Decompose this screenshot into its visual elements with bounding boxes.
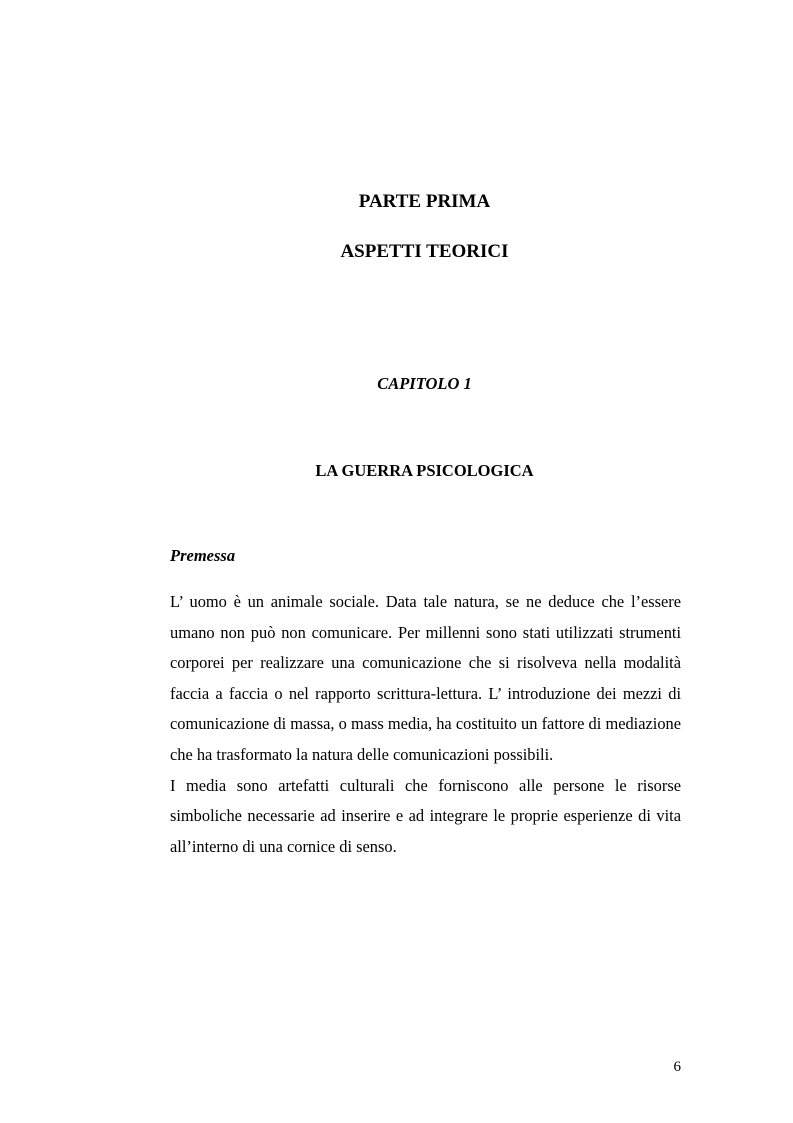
paragraph-1: L’ uomo è un animale sociale. Data tale natura, se ne deduce che l’essere umano non può non comunicare. Per millenni sono stati utilizzati strumenti corporei per realizzare una comunicazione che si risolveva nella modalità faccia a faccia o nel rapporto scrittura-lettura. L’ introduzione dei mezzi di comunicazione di massa, o mass media, ha costituito un fattore di mediazione che ha trasformato la natura delle comunicazioni possibili. xyxy=(170,592,681,764)
part-title: PARTE PRIMA xyxy=(358,191,491,212)
chapter-title: LA GUERRA PSICOLOGICA xyxy=(315,461,534,480)
body-text xyxy=(170,587,681,862)
page-number: 6 xyxy=(673,1059,681,1075)
part-subtitle: ASPETTI TEORICI xyxy=(340,241,509,262)
section-heading: Premessa xyxy=(170,546,236,565)
paragraph-2: I media sono artefatti culturali che forniscono alle persone le risorse simboliche necessarie ad inserire e ad integrare le proprie esperienze di vita all’interno di una cornice di senso. xyxy=(170,775,681,856)
chapter-label: CAPITOLO 1 xyxy=(377,374,472,393)
